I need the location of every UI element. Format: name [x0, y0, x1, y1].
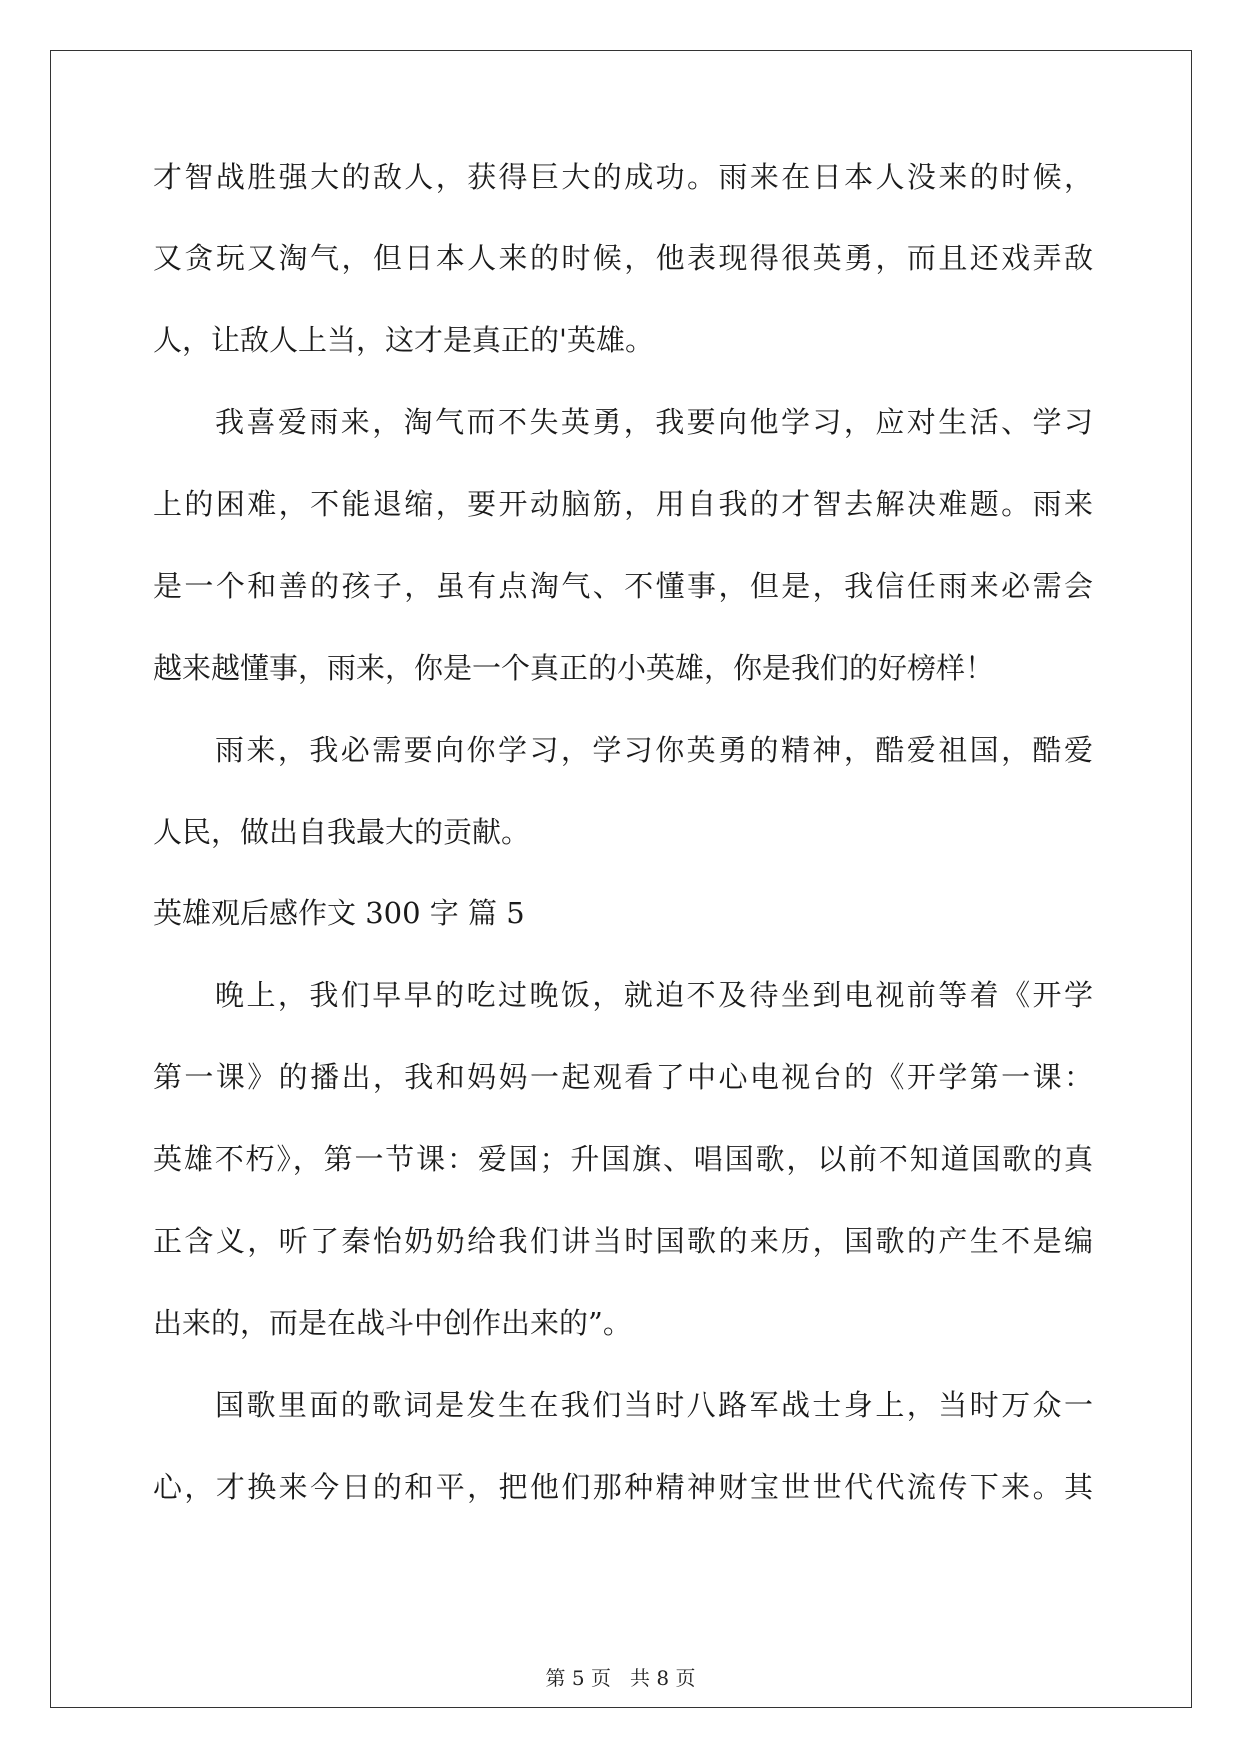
text-line: 正含义，听了秦怡奶奶给我们讲当时国歌的来历，国歌的产生不是编: [153, 1224, 1093, 1258]
paragraph-first-line: 晚上，我们早早的吃过晚饭，就迫不及待坐到电视前等着《开学: [215, 978, 1093, 1012]
paragraph-first-line: 我喜爱雨来，淘气而不失英勇，我要向他学习，应对生活、学习: [215, 405, 1093, 439]
text-line: 英雄不朽》，第一节课：爱国；升国旗、唱国歌，以前不知道国歌的真: [153, 1142, 1093, 1176]
text-line: 又贪玩又淘气，但日本人来的时候，他表现得很英勇，而且还戏弄敌: [153, 241, 1093, 275]
text-line: 人民，做出自我最大的贡献。: [153, 815, 531, 849]
text-line: 第一课》的播出，我和妈妈一起观看了中心电视台的《开学第一课：: [153, 1060, 1093, 1094]
text-line: 出来的，而是在战斗中创作出来的”。: [153, 1306, 632, 1340]
paragraph-first-line: 雨来，我必需要向你学习，学习你英勇的精神，酷爱祖国，酷爱: [215, 733, 1093, 767]
paragraph-first-line: 国歌里面的歌词是发生在我们当时八路军战士身上，当时万众一: [215, 1388, 1093, 1422]
section-heading: 英雄观后感作文 300 字 篇 5: [153, 896, 525, 930]
text-line: 越来越懂事，雨来，你是一个真正的小英雄，你是我们的好榜样！: [153, 651, 995, 685]
text-line: 上的困难，不能退缩，要开动脑筋，用自我的才智去解决难题。雨来: [153, 487, 1093, 521]
text-line: 才智战胜强大的敌人，获得巨大的成功。雨来在日本人没来的时候，: [153, 160, 1093, 194]
page-border: [50, 50, 1192, 1708]
text-line: 人，让敌人上当，这才是真正的'英雄。: [153, 323, 654, 357]
text-line: 心，才换来今日的和平，把他们那种精神财宝世世代代流传下来。其: [153, 1470, 1093, 1504]
text-line: 是一个和善的孩子，虽有点淘气、不懂事，但是，我信任雨来必需会: [153, 569, 1093, 603]
page-number-footer: 第 5 页 共 8 页: [545, 1666, 696, 1690]
